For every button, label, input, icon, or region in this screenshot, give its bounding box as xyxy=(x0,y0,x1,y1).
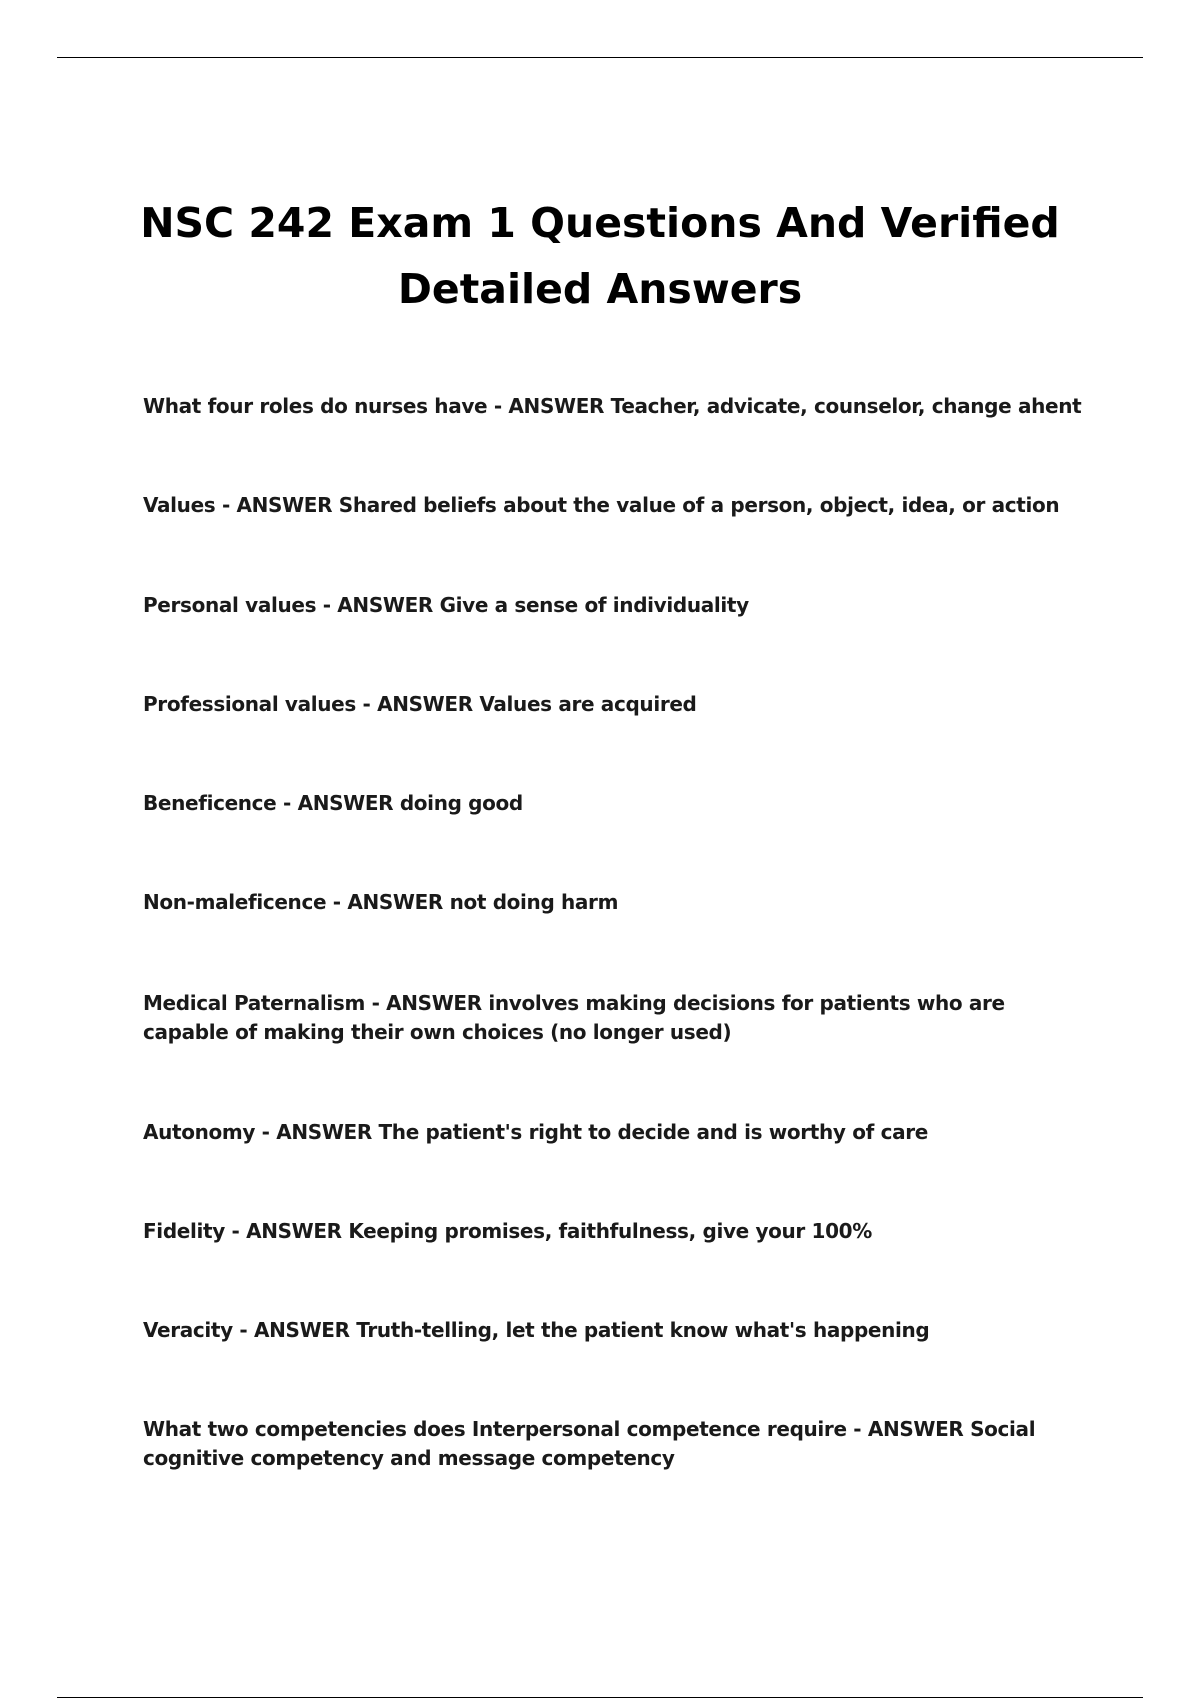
qa-item: Personal values - ANSWER Give a sense of individuality xyxy=(143,593,749,617)
qa-item: Non-maleficence - ANSWER not doing harm xyxy=(143,890,619,914)
document-title: NSC 242 Exam 1 Questions And Verified Detailed Answers xyxy=(140,199,1060,313)
header-rule xyxy=(57,57,1143,58)
qa-item: Beneficence - ANSWER doing good xyxy=(143,791,523,815)
footer-rule xyxy=(57,1697,1143,1698)
qa-item: What four roles do nurses have - ANSWER Teacher, advicate, counselor, change ahent xyxy=(143,394,1082,418)
qa-item: Fidelity - ANSWER Keeping promises, faithfulness, give your 100% xyxy=(143,1219,872,1243)
qa-item: Veracity - ANSWER Truth-telling, let the patient know what's happening xyxy=(143,1318,930,1342)
qa-item: Professional values - ANSWER Values are acquired xyxy=(143,692,697,716)
qa-item: Medical Paternalism - ANSWER involves making decisions for patients who are capable of making their own choices (no longer used) xyxy=(143,991,1005,1044)
qa-item: What two competencies does Interpersonal competence require - ANSWER Social cognitive competency and message competency xyxy=(143,1417,1036,1470)
qa-item: Values - ANSWER Shared beliefs about the value of a person, object, idea, or action xyxy=(143,493,1060,517)
qa-item: Autonomy - ANSWER The patient's right to decide and is worthy of care xyxy=(143,1120,928,1144)
